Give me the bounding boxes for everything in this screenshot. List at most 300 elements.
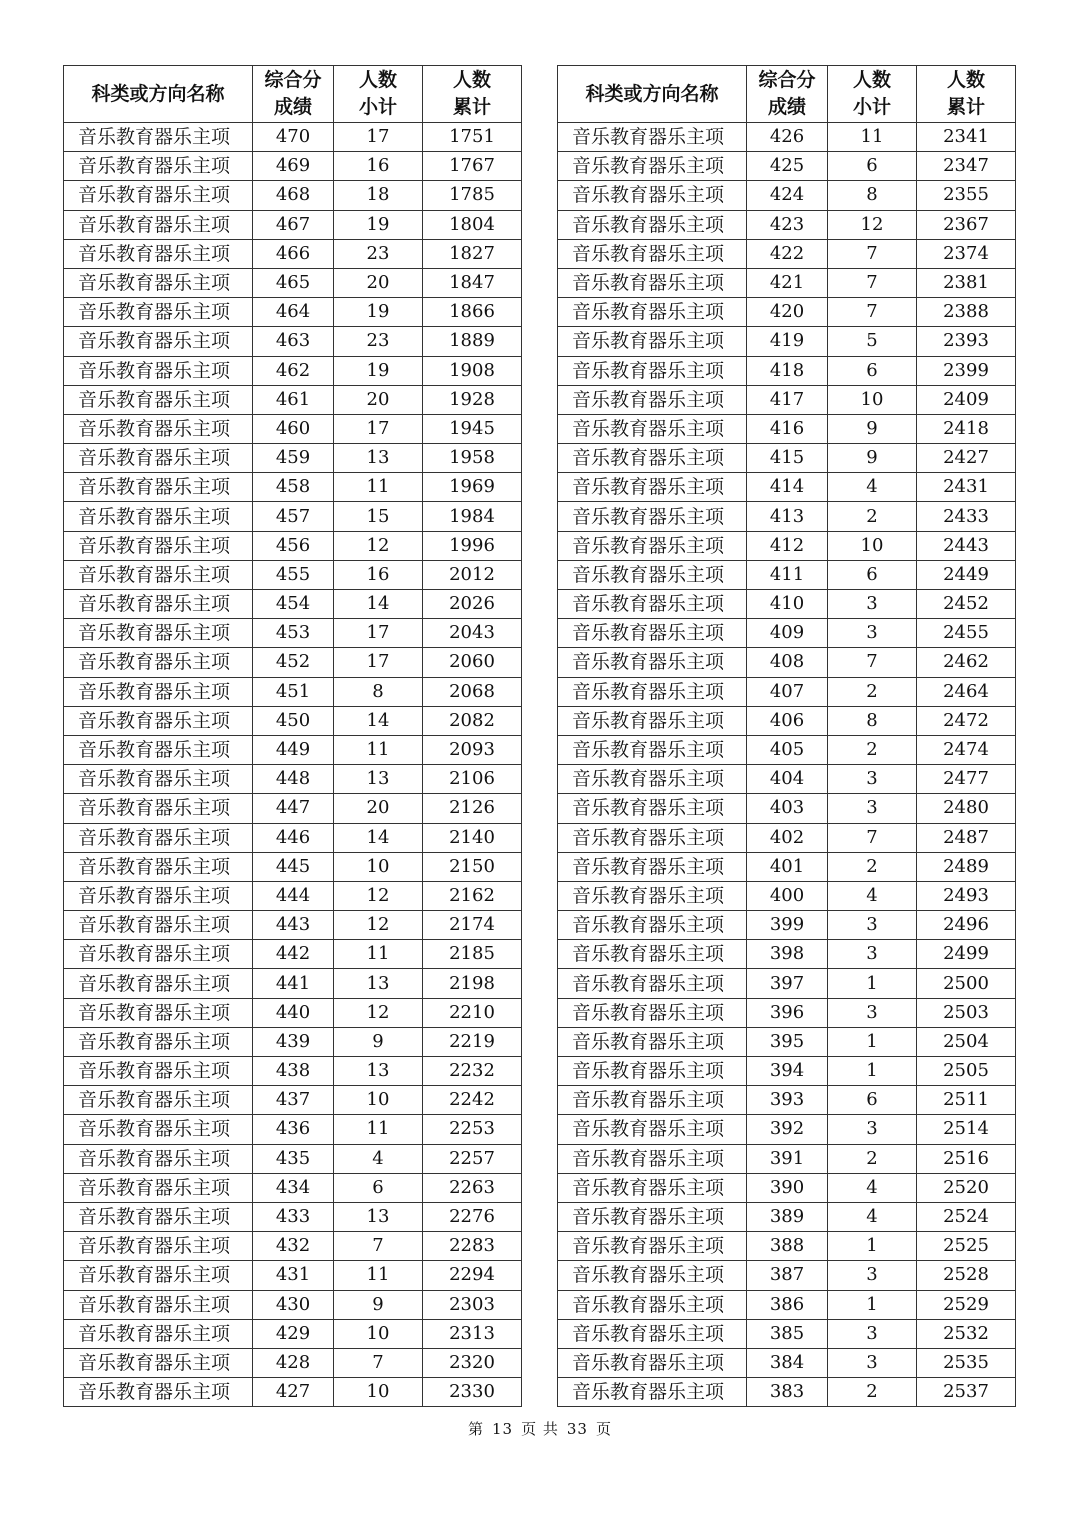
cell-count: 2 [828, 852, 917, 881]
cell-cumulative: 1928 [423, 385, 522, 414]
cell-count: 2 [828, 502, 917, 531]
table-row [64, 998, 522, 1027]
cell-name: 音乐教育器乐主项 [64, 560, 253, 589]
cell-name: 音乐教育器乐主项 [64, 1173, 253, 1202]
cell-count: 20 [334, 385, 423, 414]
cell-count: 13 [334, 969, 423, 998]
cell-name: 音乐教育器乐主项 [558, 765, 747, 794]
cell-cumulative: 2516 [917, 1144, 1016, 1173]
cell-name: 音乐教育器乐主项 [558, 473, 747, 502]
cell-cumulative: 2489 [917, 852, 1016, 881]
cell-name: 音乐教育器乐主项 [558, 648, 747, 677]
cell-score: 412 [747, 531, 828, 560]
table-row [558, 531, 1016, 560]
table-row [64, 940, 522, 969]
cell-name: 音乐教育器乐主项 [558, 181, 747, 210]
table-row [64, 823, 522, 852]
table-row [558, 1144, 1016, 1173]
cell-name: 音乐教育器乐主项 [64, 414, 253, 443]
cell-name: 音乐教育器乐主项 [64, 356, 253, 385]
cell-name: 音乐教育器乐主项 [558, 210, 747, 239]
cell-cumulative: 2341 [917, 123, 1016, 152]
cell-score: 406 [747, 706, 828, 735]
cell-name: 音乐教育器乐主项 [64, 1261, 253, 1290]
table-row [64, 327, 522, 356]
cell-cumulative: 2320 [423, 1348, 522, 1377]
cell-count: 17 [334, 123, 423, 152]
cell-cumulative: 2418 [917, 414, 1016, 443]
cell-count: 20 [334, 268, 423, 297]
cell-score: 425 [747, 152, 828, 181]
cell-score: 464 [253, 298, 334, 327]
cell-name: 音乐教育器乐主项 [64, 1232, 253, 1261]
header-cumulative: 人数 累计 [917, 66, 1016, 123]
cell-name: 音乐教育器乐主项 [64, 735, 253, 764]
cell-cumulative: 2443 [917, 531, 1016, 560]
cell-cumulative: 2347 [917, 152, 1016, 181]
cell-cumulative: 2106 [423, 765, 522, 794]
cell-name: 音乐教育器乐主项 [64, 473, 253, 502]
cell-count: 1 [828, 969, 917, 998]
score-table-left [63, 65, 522, 1407]
table-body [64, 123, 522, 1407]
cell-count: 16 [334, 560, 423, 589]
table-row [558, 327, 1016, 356]
cell-name: 音乐教育器乐主项 [558, 590, 747, 619]
cell-score: 415 [747, 444, 828, 473]
table-row [558, 152, 1016, 181]
cell-cumulative: 2537 [917, 1378, 1016, 1407]
cell-count: 18 [334, 181, 423, 210]
cell-count: 10 [334, 1319, 423, 1348]
cell-cumulative: 2388 [917, 298, 1016, 327]
cell-count: 12 [334, 531, 423, 560]
cell-name: 音乐教育器乐主项 [64, 385, 253, 414]
cell-cumulative: 2294 [423, 1261, 522, 1290]
cell-count: 7 [334, 1348, 423, 1377]
cell-cumulative: 2198 [423, 969, 522, 998]
cell-name: 音乐教育器乐主项 [64, 123, 253, 152]
cell-name: 音乐教育器乐主项 [64, 1144, 253, 1173]
cell-name: 音乐教育器乐主项 [64, 502, 253, 531]
cell-count: 23 [334, 327, 423, 356]
table-row [64, 969, 522, 998]
cell-count: 11 [828, 123, 917, 152]
cell-score: 424 [747, 181, 828, 210]
cell-name: 音乐教育器乐主项 [558, 560, 747, 589]
table-row [558, 444, 1016, 473]
cell-count: 1 [828, 1290, 917, 1319]
cell-count: 12 [334, 881, 423, 910]
cell-count: 15 [334, 502, 423, 531]
cell-cumulative: 2532 [917, 1319, 1016, 1348]
cell-name: 音乐教育器乐主项 [558, 940, 747, 969]
cell-name: 音乐教育器乐主项 [64, 327, 253, 356]
cell-name: 音乐教育器乐主项 [558, 677, 747, 706]
table-row [64, 1232, 522, 1261]
cell-cumulative: 2529 [917, 1290, 1016, 1319]
cell-count: 19 [334, 210, 423, 239]
cell-cumulative: 2431 [917, 473, 1016, 502]
table-row [558, 414, 1016, 443]
cell-score: 437 [253, 1086, 334, 1115]
cell-cumulative: 2503 [917, 998, 1016, 1027]
cell-score: 392 [747, 1115, 828, 1144]
footer-suffix: 页 [595, 1420, 612, 1438]
table-row [64, 1144, 522, 1173]
cell-count: 7 [828, 268, 917, 297]
cell-count: 12 [828, 210, 917, 239]
table-row [558, 677, 1016, 706]
total-pages: 33 [566, 1420, 588, 1438]
cell-score: 398 [747, 940, 828, 969]
cell-name: 音乐教育器乐主项 [558, 1290, 747, 1319]
cell-name: 音乐教育器乐主项 [64, 619, 253, 648]
table-row [64, 1319, 522, 1348]
cell-count: 2 [828, 735, 917, 764]
cell-name: 音乐教育器乐主项 [558, 1378, 747, 1407]
header-name: 科类或方向名称 [558, 66, 747, 123]
cell-cumulative: 2276 [423, 1202, 522, 1231]
cell-score: 467 [253, 210, 334, 239]
cell-cumulative: 1751 [423, 123, 522, 152]
cell-cumulative: 2524 [917, 1202, 1016, 1231]
cell-count: 17 [334, 619, 423, 648]
cell-name: 音乐教育器乐主项 [64, 1057, 253, 1086]
footer-mid: 页 共 [521, 1420, 559, 1438]
cell-name: 音乐教育器乐主项 [558, 1173, 747, 1202]
table-row [558, 123, 1016, 152]
cell-count: 10 [334, 1086, 423, 1115]
cell-cumulative: 2068 [423, 677, 522, 706]
cell-count: 20 [334, 794, 423, 823]
table-row [64, 1086, 522, 1115]
table-row [558, 852, 1016, 881]
table-row [64, 1202, 522, 1231]
cell-count: 6 [828, 152, 917, 181]
cell-score: 453 [253, 619, 334, 648]
cell-count: 17 [334, 648, 423, 677]
cell-score: 402 [747, 823, 828, 852]
cell-count: 14 [334, 823, 423, 852]
table-row [558, 1057, 1016, 1086]
cell-cumulative: 2477 [917, 765, 1016, 794]
cell-count: 3 [828, 1348, 917, 1377]
cell-cumulative: 1958 [423, 444, 522, 473]
table-row [64, 385, 522, 414]
cell-score: 419 [747, 327, 828, 356]
cell-score: 395 [747, 1027, 828, 1056]
cell-cumulative: 2126 [423, 794, 522, 823]
header-count: 人数 小计 [334, 66, 423, 123]
cell-name: 音乐教育器乐主项 [558, 327, 747, 356]
table-row [558, 998, 1016, 1027]
cell-score: 454 [253, 590, 334, 619]
cell-cumulative: 2253 [423, 1115, 522, 1144]
cell-score: 441 [253, 969, 334, 998]
cell-count: 9 [334, 1027, 423, 1056]
table-row [64, 414, 522, 443]
cell-cumulative: 2449 [917, 560, 1016, 589]
table-row [558, 268, 1016, 297]
table-row [64, 356, 522, 385]
cell-count: 8 [828, 706, 917, 735]
table-row [64, 473, 522, 502]
header-score: 综合分 成绩 [747, 66, 828, 123]
cell-cumulative: 2462 [917, 648, 1016, 677]
table-row [558, 1232, 1016, 1261]
table-row [558, 911, 1016, 940]
cell-score: 411 [747, 560, 828, 589]
cell-score: 422 [747, 239, 828, 268]
cell-count: 4 [828, 473, 917, 502]
table-row [64, 735, 522, 764]
cell-score: 446 [253, 823, 334, 852]
cell-count: 3 [828, 1319, 917, 1348]
cell-cumulative: 2427 [917, 444, 1016, 473]
cell-name: 音乐教育器乐主项 [64, 531, 253, 560]
cell-name: 音乐教育器乐主项 [64, 940, 253, 969]
cell-score: 427 [253, 1378, 334, 1407]
table-row [64, 181, 522, 210]
cell-count: 3 [828, 590, 917, 619]
cell-cumulative: 2452 [917, 590, 1016, 619]
cell-cumulative: 1785 [423, 181, 522, 210]
cell-name: 音乐教育器乐主项 [558, 298, 747, 327]
cell-score: 399 [747, 911, 828, 940]
cell-name: 音乐教育器乐主项 [558, 1202, 747, 1231]
cell-cumulative: 2493 [917, 881, 1016, 910]
table-row [558, 823, 1016, 852]
cell-name: 音乐教育器乐主项 [64, 794, 253, 823]
cell-score: 428 [253, 1348, 334, 1377]
cell-score: 461 [253, 385, 334, 414]
table-row [558, 1173, 1016, 1202]
cell-count: 17 [334, 414, 423, 443]
cell-count: 1 [828, 1057, 917, 1086]
cell-score: 450 [253, 706, 334, 735]
cell-name: 音乐教育器乐主项 [64, 677, 253, 706]
cell-cumulative: 2303 [423, 1290, 522, 1319]
cell-name: 音乐教育器乐主项 [558, 502, 747, 531]
table-body [558, 123, 1016, 1407]
table-row [64, 852, 522, 881]
cell-score: 455 [253, 560, 334, 589]
cell-cumulative: 2219 [423, 1027, 522, 1056]
cell-count: 11 [334, 1115, 423, 1144]
table-row [558, 648, 1016, 677]
cell-name: 音乐教育器乐主项 [558, 152, 747, 181]
cell-count: 3 [828, 1115, 917, 1144]
table-row [558, 765, 1016, 794]
cell-count: 3 [828, 911, 917, 940]
cell-name: 音乐教育器乐主项 [558, 911, 747, 940]
cell-score: 389 [747, 1202, 828, 1231]
cell-name: 音乐教育器乐主项 [64, 911, 253, 940]
cell-cumulative: 2026 [423, 590, 522, 619]
cell-score: 445 [253, 852, 334, 881]
cell-name: 音乐教育器乐主项 [64, 1202, 253, 1231]
cell-cumulative: 2511 [917, 1086, 1016, 1115]
cell-cumulative: 2313 [423, 1319, 522, 1348]
cell-name: 音乐教育器乐主项 [558, 1115, 747, 1144]
cell-count: 19 [334, 298, 423, 327]
cell-count: 13 [334, 1202, 423, 1231]
cell-count: 7 [828, 648, 917, 677]
cell-score: 432 [253, 1232, 334, 1261]
cell-name: 音乐教育器乐主项 [64, 852, 253, 881]
header-count: 人数 小计 [828, 66, 917, 123]
cell-cumulative: 1908 [423, 356, 522, 385]
cell-score: 430 [253, 1290, 334, 1319]
cell-score: 417 [747, 385, 828, 414]
cell-count: 6 [828, 1086, 917, 1115]
cell-score: 414 [747, 473, 828, 502]
cell-cumulative: 2496 [917, 911, 1016, 940]
header-name: 科类或方向名称 [64, 66, 253, 123]
table-row [64, 268, 522, 297]
cell-name: 音乐教育器乐主项 [558, 1319, 747, 1348]
cell-count: 7 [828, 823, 917, 852]
table-row [64, 1290, 522, 1319]
cell-count: 19 [334, 356, 423, 385]
cell-score: 468 [253, 181, 334, 210]
cell-score: 420 [747, 298, 828, 327]
cell-name: 音乐教育器乐主项 [64, 998, 253, 1027]
cell-score: 409 [747, 619, 828, 648]
table-row [558, 356, 1016, 385]
cell-score: 403 [747, 794, 828, 823]
cell-cumulative: 2093 [423, 735, 522, 764]
cell-count: 1 [828, 1232, 917, 1261]
table-row [64, 531, 522, 560]
cell-count: 11 [334, 940, 423, 969]
cell-count: 9 [828, 444, 917, 473]
cell-score: 459 [253, 444, 334, 473]
cell-cumulative: 2242 [423, 1086, 522, 1115]
cell-cumulative: 2174 [423, 911, 522, 940]
cell-name: 音乐教育器乐主项 [64, 765, 253, 794]
cell-score: 462 [253, 356, 334, 385]
table-row [558, 239, 1016, 268]
header-row [64, 66, 522, 123]
page-number: 13 [492, 1420, 514, 1438]
table-row [64, 794, 522, 823]
cell-score: 449 [253, 735, 334, 764]
table-row [558, 1290, 1016, 1319]
cell-count: 12 [334, 911, 423, 940]
cell-cumulative: 2520 [917, 1173, 1016, 1202]
cell-score: 423 [747, 210, 828, 239]
cell-score: 418 [747, 356, 828, 385]
cell-score: 458 [253, 473, 334, 502]
cell-name: 音乐教育器乐主项 [558, 969, 747, 998]
cell-name: 音乐教育器乐主项 [558, 444, 747, 473]
table-row [64, 444, 522, 473]
cell-count: 3 [828, 998, 917, 1027]
cell-count: 11 [334, 1261, 423, 1290]
cell-score: 413 [747, 502, 828, 531]
cell-count: 6 [828, 560, 917, 589]
table-row [558, 1115, 1016, 1144]
cell-name: 音乐教育器乐主项 [558, 852, 747, 881]
cell-cumulative: 2514 [917, 1115, 1016, 1144]
cell-name: 音乐教育器乐主项 [558, 414, 747, 443]
cell-name: 音乐教育器乐主项 [558, 706, 747, 735]
cell-score: 405 [747, 735, 828, 764]
cell-cumulative: 2433 [917, 502, 1016, 531]
cell-count: 10 [828, 531, 917, 560]
score-table-right [557, 65, 1016, 1407]
table-row [558, 940, 1016, 969]
table-row [64, 1115, 522, 1144]
cell-count: 4 [828, 1173, 917, 1202]
cell-score: 448 [253, 765, 334, 794]
cell-name: 音乐教育器乐主项 [64, 444, 253, 473]
table-row [558, 181, 1016, 210]
cell-cumulative: 1767 [423, 152, 522, 181]
table-row [558, 881, 1016, 910]
table-row [558, 1086, 1016, 1115]
cell-cumulative: 1984 [423, 502, 522, 531]
cell-score: 442 [253, 940, 334, 969]
table-row [64, 560, 522, 589]
table-row [64, 619, 522, 648]
cell-count: 14 [334, 590, 423, 619]
cell-score: 440 [253, 998, 334, 1027]
table-row [64, 298, 522, 327]
cell-count: 23 [334, 239, 423, 268]
cell-count: 7 [828, 298, 917, 327]
cell-name: 音乐教育器乐主项 [558, 998, 747, 1027]
cell-score: 396 [747, 998, 828, 1027]
table-row [64, 881, 522, 910]
cell-name: 音乐教育器乐主项 [558, 385, 747, 414]
cell-score: 431 [253, 1261, 334, 1290]
table-row [558, 1027, 1016, 1056]
cell-name: 音乐教育器乐主项 [64, 881, 253, 910]
cell-name: 音乐教育器乐主项 [558, 356, 747, 385]
cell-cumulative: 2210 [423, 998, 522, 1027]
table-row [64, 239, 522, 268]
table-row [64, 590, 522, 619]
cell-cumulative: 2082 [423, 706, 522, 735]
cell-score: 465 [253, 268, 334, 297]
cell-score: 439 [253, 1027, 334, 1056]
table-row [558, 1378, 1016, 1407]
cell-count: 9 [828, 414, 917, 443]
cell-name: 音乐教育器乐主项 [64, 648, 253, 677]
cell-score: 386 [747, 1290, 828, 1319]
cell-score: 447 [253, 794, 334, 823]
cell-count: 4 [828, 1202, 917, 1231]
cell-count: 3 [828, 619, 917, 648]
cell-name: 音乐教育器乐主项 [64, 969, 253, 998]
cell-count: 2 [828, 1378, 917, 1407]
cell-count: 4 [828, 881, 917, 910]
cell-cumulative: 2399 [917, 356, 1016, 385]
cell-cumulative: 2330 [423, 1378, 522, 1407]
cell-score: 435 [253, 1144, 334, 1173]
cell-cumulative: 2535 [917, 1348, 1016, 1377]
cell-name: 音乐教育器乐主项 [64, 590, 253, 619]
table-row [64, 123, 522, 152]
table-row [558, 210, 1016, 239]
cell-score: 443 [253, 911, 334, 940]
table-row [558, 735, 1016, 764]
cell-count: 12 [334, 998, 423, 1027]
cell-count: 3 [828, 765, 917, 794]
